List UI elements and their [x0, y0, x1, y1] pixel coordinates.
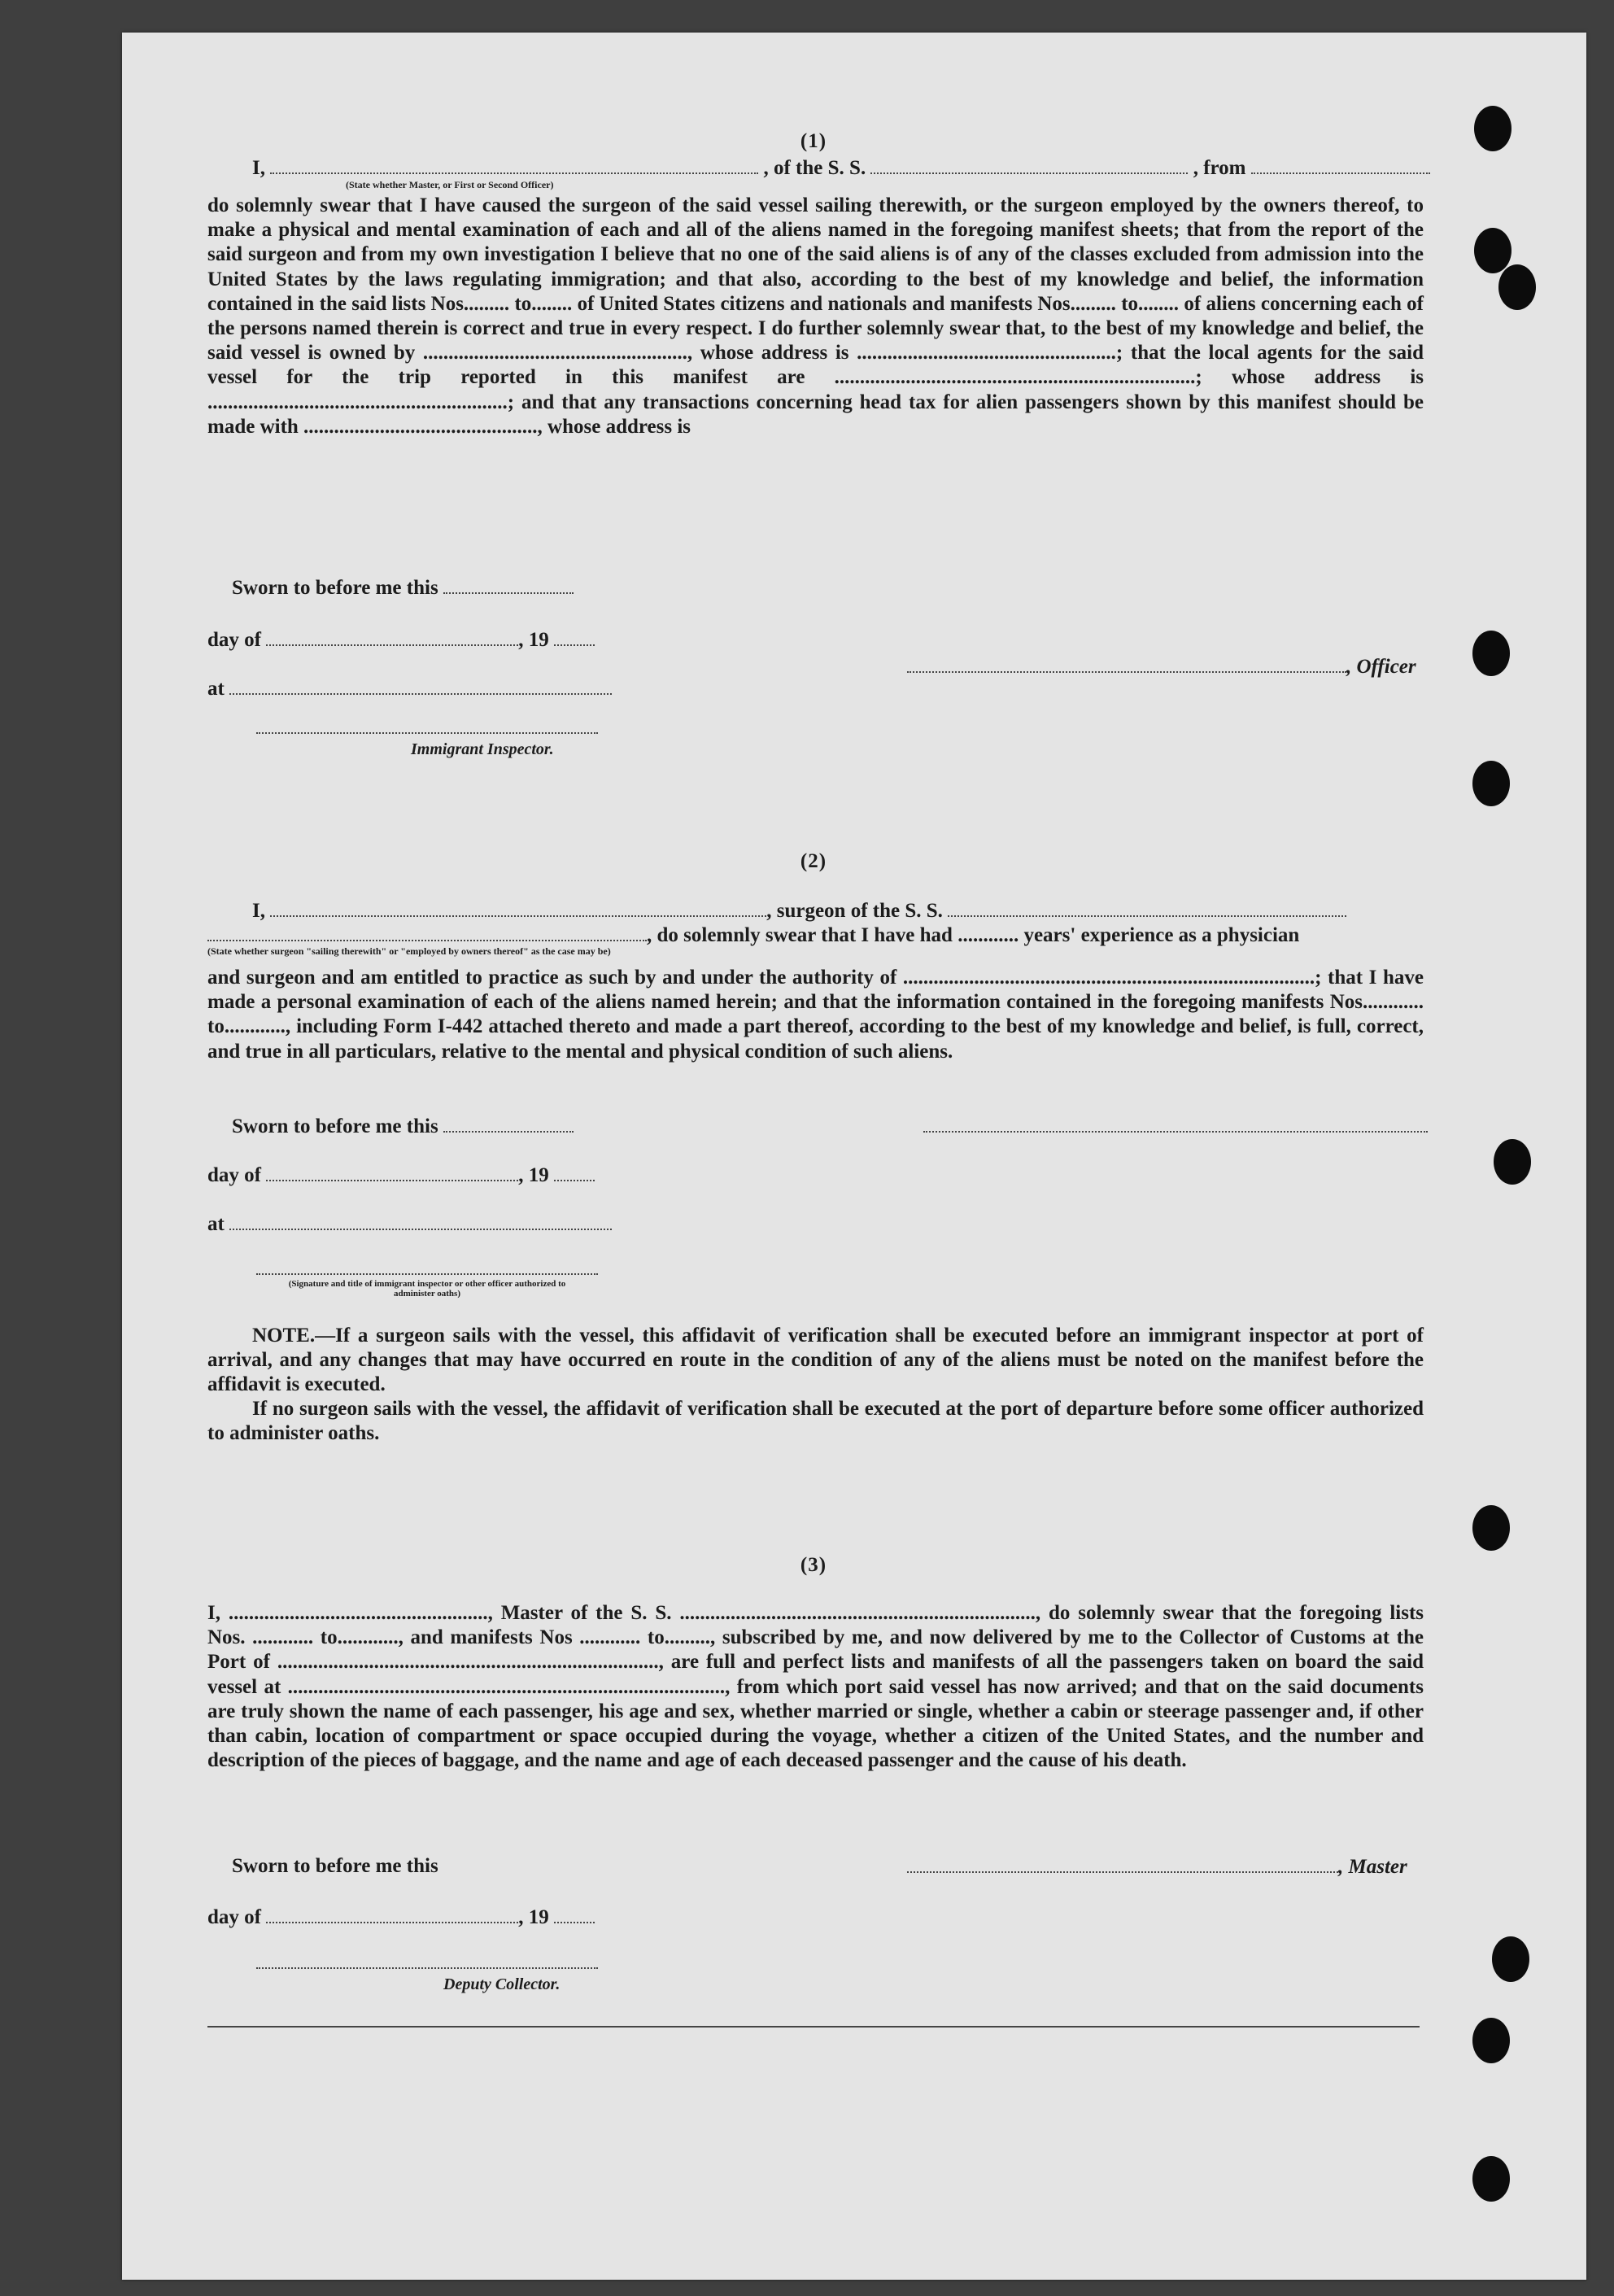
section-2-at: at: [207, 1212, 612, 1236]
section-1-ss: , of the S. S.: [763, 157, 866, 179]
punch-hole: [1472, 1505, 1510, 1551]
punch-hole: [1474, 228, 1511, 273]
section-2-note-1: NOTE.—If a surgeon sails with the vessel, this affidavit of verification shall be executed before an immigrant inspector at port of arrival, and any changes that may have occurred en route in the condition of any of the aliens must be noted on the manifest before the affidavit is executed.: [207, 1325, 1424, 1396]
section-3-number: (3): [800, 1554, 827, 1576]
section-3-day-of: day of , 19: [207, 1905, 595, 1929]
punch-hole: [1472, 2018, 1510, 2063]
section-2-number: (2): [800, 850, 827, 872]
section-1-body: do solemnly swear that I have caused the surgeon of the said vessel sailing therewith, or the surgeon employed by the owners thereof, to make a physical and mental examination of each and all of the aliens named in the foregoing manifest sheets; that from the report of the said surgeon and from my own investigation I believe that no one of the said aliens is of any of the classes excluded from admission into the United States by the laws regulating immigration; and that also, according to the best of my knowledge and belief, the information contained in the said lists Nos......... to........ of United States citizens and nationals and manifests Nos......... to........ of aliens concerning each of the persons named therein is correct and true in every respect. I do further solemnly swear that, to the best of my knowledge and belief, the said vessel is owned by ...................................................., whose address is ...................................................; that the local agents for the said vessel for the trip reported in this manifest are .......................................................................; whose address is ...........................................................; and that any transactions concerning head tax for alien passengers shown by this manifest should be made with .............................................., whose address is: [207, 194, 1424, 438]
punch-hole: [1472, 2156, 1510, 2202]
section-2-surgeon-note: (State whether surgeon "sailing therewith" or "employed by owners thereof" as the case may be): [207, 945, 611, 957]
punch-hole: [1494, 1139, 1531, 1185]
section-1-from: , from: [1193, 157, 1246, 179]
punch-hole: [1472, 761, 1510, 806]
manifest-reverse-page: [122, 33, 1586, 2280]
section-3-master: , Master: [907, 1855, 1407, 1879]
punch-hole: [1474, 106, 1511, 151]
section-3-sworn: Sworn to before me this: [232, 1855, 438, 1877]
section-1-officer: , Officer: [907, 655, 1416, 679]
section-1-number: (1): [800, 130, 827, 152]
section-2: [207, 850, 1428, 1501]
section-3-deputy: Deputy Collector.: [443, 1975, 561, 1993]
section-1-line1: [252, 156, 1430, 180]
section-2-body: and surgeon and am entitled to practice as such by and under the authority of .................................................................................; that I have made a personal examination of each of the aliens named herein; and that the information contained in the foregoing manifests Nos............ to............, including Form I-442 attached thereto and made a part thereof, according to the best of my knowledge and belief, is full, correct, and true in all particulars, relative to the mental and physical condition of such aliens.: [207, 967, 1424, 1063]
section-2-day-of: day of , 19: [207, 1163, 595, 1187]
section-2-line2: , do solemnly swear that I have had ............ years' experience as a physician: [207, 923, 1299, 947]
punch-hole: [1472, 631, 1510, 676]
section-1: [207, 130, 1428, 781]
punch-hole: [1498, 264, 1536, 310]
section-1-master-note: (State whether Master, or First or Second Officer): [346, 179, 554, 190]
section-1-sworn: Sworn to before me this: [232, 576, 574, 600]
section-3: [207, 1554, 1428, 2010]
section-2-signature-note: (Signature and title of immigrant inspector or other officer authorized to administer oaths): [288, 1279, 566, 1299]
section-1-day-of: day of , 19: [207, 628, 595, 652]
section-2-line1: I, , surgeon of the S. S.: [252, 899, 1346, 923]
section-1-at: at: [207, 677, 612, 701]
section-1-inspector: Immigrant Inspector.: [411, 740, 554, 758]
section-3-body: I, ..................................................., Master of the S. S. ......................................................................, do solemnly swear that the foregoing lists Nos. ............ to............, and manifests Nos ............ to........., subscribed by me, and now delivered by me to the Collector of Customs at the Port of ..........................................................................., are full and perfect lists and manifests of all the passengers taken on board the said vessel at ......................................................................................, from which port said vessel has now arrived; and that on the said documents are truly shown the name of each passenger, his age and sex, whether married or single, whether a cabin or steerage passenger and, if other than cabin, location of compartment or space occupied during the voyage, whether a citizen of the United States, and the number and description of the pieces of baggage, and the name and age of each deceased passenger and the cause of his death.: [207, 1602, 1424, 1772]
section-2-note-2: If no surgeon sails with the vessel, the affidavit of verification shall be executed at the port of departure before some officer authorized to administer oaths.: [207, 1398, 1424, 1445]
section-1-i: I,: [252, 157, 265, 179]
bottom-rule: [207, 2026, 1420, 2028]
section-2-sworn: Sworn to before me this: [232, 1115, 574, 1138]
punch-hole: [1492, 1936, 1529, 1982]
